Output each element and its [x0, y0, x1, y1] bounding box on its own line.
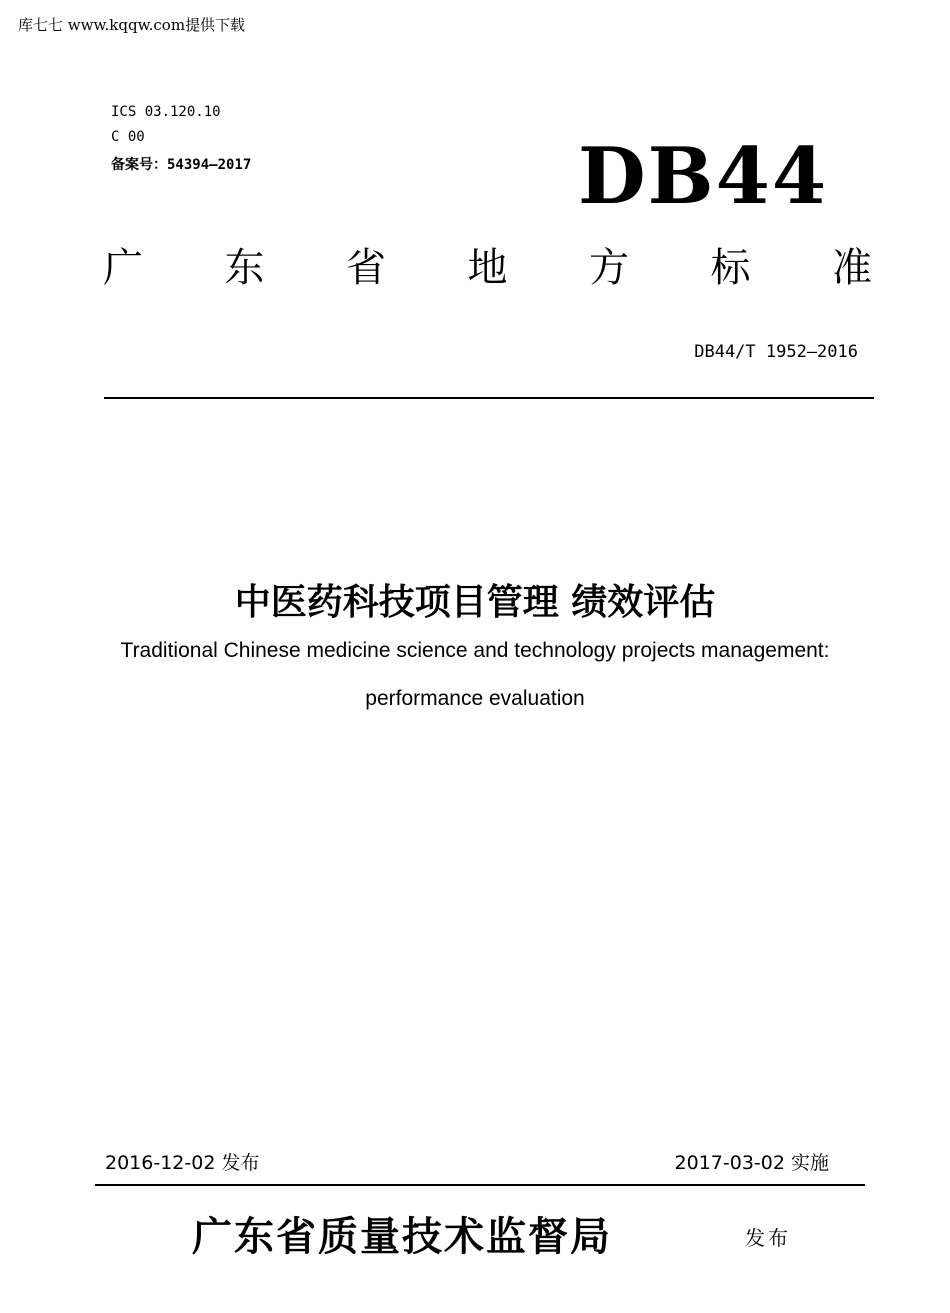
issuer-name: 广东省质量技术监督局 [192, 1213, 612, 1260]
standard-type-char: 广 [103, 245, 143, 291]
ccs-code: C 00 [111, 129, 145, 145]
publish-date: 2016-12-02 发布 [105, 1152, 260, 1174]
document-title-en-line1: Traditional Chinese medicine science and technology projects management: [120, 639, 830, 662]
standard-code: DB44/T 1952—2016 [694, 342, 858, 362]
standard-type-char: 准 [832, 245, 872, 291]
ics-code: ICS 03.120.10 [111, 104, 221, 120]
bottom-divider [95, 1184, 865, 1186]
top-divider [104, 397, 874, 399]
standard-type-char: 标 [710, 245, 751, 291]
standard-type-title [100, 245, 875, 291]
standard-type-char: 地 [467, 245, 508, 291]
implement-date: 2017-03-02 实施 [674, 1152, 829, 1174]
db44-logo: DB44 [578, 131, 829, 222]
document-title-cn: 中医药科技项目管理 绩效评估 [234, 582, 716, 623]
watermark-text: 库七七 www.kqqw.com提供下载 [18, 16, 246, 34]
standard-type-char: 方 [589, 245, 629, 291]
standard-type-char: 东 [224, 245, 265, 291]
filing-number: 备案号：54394—2017 [111, 157, 252, 173]
standard-type-char: 省 [346, 245, 386, 291]
issuer-suffix: 发布 [745, 1226, 791, 1250]
document-title-en-line2: performance evaluation [365, 687, 585, 710]
